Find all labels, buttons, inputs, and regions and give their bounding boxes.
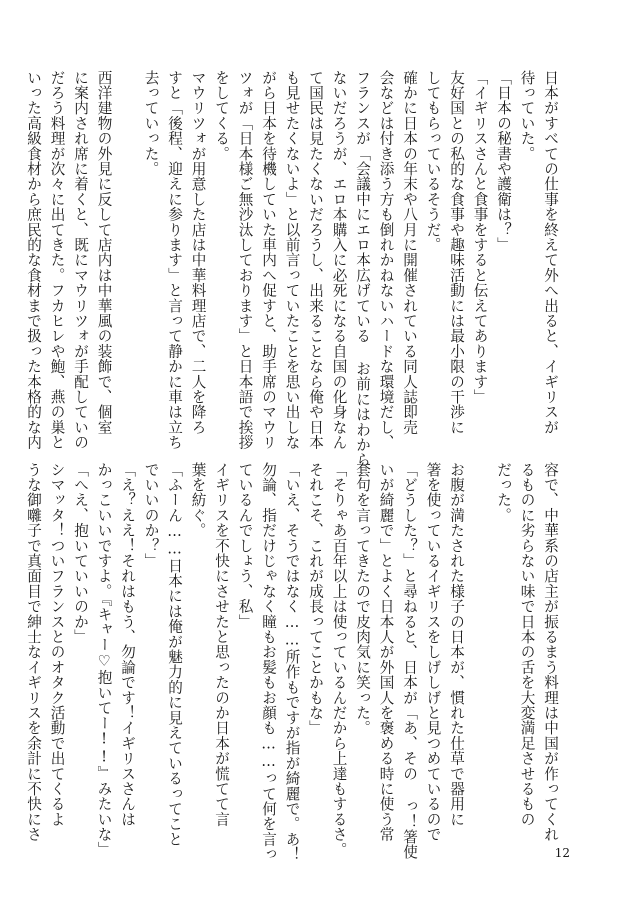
text-line [116, 70, 140, 426]
page-number: 12 [554, 846, 570, 860]
text-line: 確かに日本の年末や八月に開催されている同人誌即売 [401, 70, 418, 435]
text-line: て国民は見たくないだろうし、出来ることなら俺や日本 [307, 70, 324, 450]
text-line: 西洋建物の外見に反して店内は中華風の装飾で、個室 [95, 70, 113, 435]
text-line: ツォが「日本様ご無沙汰しております」と日本語で挨拶 [236, 70, 254, 450]
text-line: イギリスを不快にさせたと思ったのか日本が慌てて言 [213, 462, 230, 827]
text-line: 「そりゃあ百年以上は使っているんだから上達もするさ。 [330, 462, 348, 858]
text-line: 「へえ、抱いていいのか」 [72, 462, 89, 645]
text-line: 「ふーん……日本には俺が魅力的に見えているってこと [166, 462, 183, 847]
text-line: マウリツォが用意した店は中華料理店で、二人を降ろ [189, 70, 207, 435]
text-line: ないだろうが、エロ本購入に必死になる自国の化身なん [330, 70, 348, 450]
text-line: 去っていった。 [142, 70, 160, 177]
text-line: 「え？ええ！それはもう、勿論です！イギリスさんは [119, 462, 136, 827]
text-line: 「日本の秘書や護衛は？」 [495, 70, 512, 253]
text-line: 「どうした？」と尋ねると、日本が「あ、その っ！箸使 [401, 462, 418, 860]
text-line: 友好国との私的な食事や趣味活動には最小限の干渉に [448, 70, 465, 435]
text-line: 日本がすべての仕事を終えて外へ出ると、イギリスが [542, 70, 559, 435]
text-line: も見せたくないよ」と以前言っていたことを思い出しな [283, 70, 301, 450]
text-line: いが綺麗で」とよく日本人が外国人を褒める時に使う常 [377, 462, 395, 842]
text-line: に案内され席に着くと、既にマウリツォが手配していの [72, 70, 89, 450]
text-line: 待っていた。 [518, 70, 536, 162]
text-line: 勿論、指だけじゃなく瞳もお髪もお顔も……って何を言っ [260, 462, 277, 862]
text-line: だった。 [495, 462, 512, 523]
text-line: だろう料理が次々に出てきた。フカヒレや鮑、燕の巣と [48, 70, 66, 450]
text-line: 「イギリスさんと食事をすると伝えてあります」 [471, 70, 489, 405]
text-line: がら日本を待機していた車内へ促すと、助手席のマウリ [260, 70, 277, 450]
text-line: いった高級食材から庶民的な食材まで扱った本格的な内 [25, 70, 42, 450]
text-line: でいいのか？」 [142, 462, 160, 569]
text-line: 葉を紡ぐ。 [189, 462, 207, 538]
text-line: ているんでしょう、私」 [236, 462, 254, 630]
text-block-top [25, 70, 562, 468]
text-line: 箸を使っているイギリスをしげしげと見つめているので [424, 462, 442, 842]
text-line: るものに劣らない味で日本の舌を大変満足させるもの [518, 462, 536, 827]
text-line: をしてくる。 [213, 70, 230, 162]
text-line: すと「後程、迎えに参ります」と言って静かに車は立ち [166, 70, 183, 450]
text-line: 会などは付き添う方も倒れかねないハードな環境だし、 [377, 70, 395, 450]
text-line: かっこいいですよ。『キャー♡抱いてー!!』みたいな」 [95, 462, 113, 858]
text-line: お腹が満たされた様子の日本が、慣れた仕草で器用に [448, 462, 465, 827]
text-line: 套句を言ってきたので皮肉気に笑った。 [354, 462, 371, 736]
text-line: 容で、中華系の店主が振るまう料理は中国が作ってくれ [542, 462, 559, 842]
text-line: うな御囃子で真面目で紳士なイギリスを余計に不快にさ [25, 462, 42, 842]
text-line: シマッタ！ついフランスとのオタク活動で出てくるよ [48, 462, 66, 827]
text-line: 「いえ、そうではなく……所作もですが指が綺麗で。あ！ [283, 462, 301, 862]
text-line: それこそ、これが成長ってことかもな」 [307, 462, 324, 736]
text-line [468, 462, 492, 818]
text-line: してもらっているそうだ。 [424, 70, 442, 253]
text-line: フランスが「会議中にエロ本広げている お前にはわから [354, 70, 371, 468]
